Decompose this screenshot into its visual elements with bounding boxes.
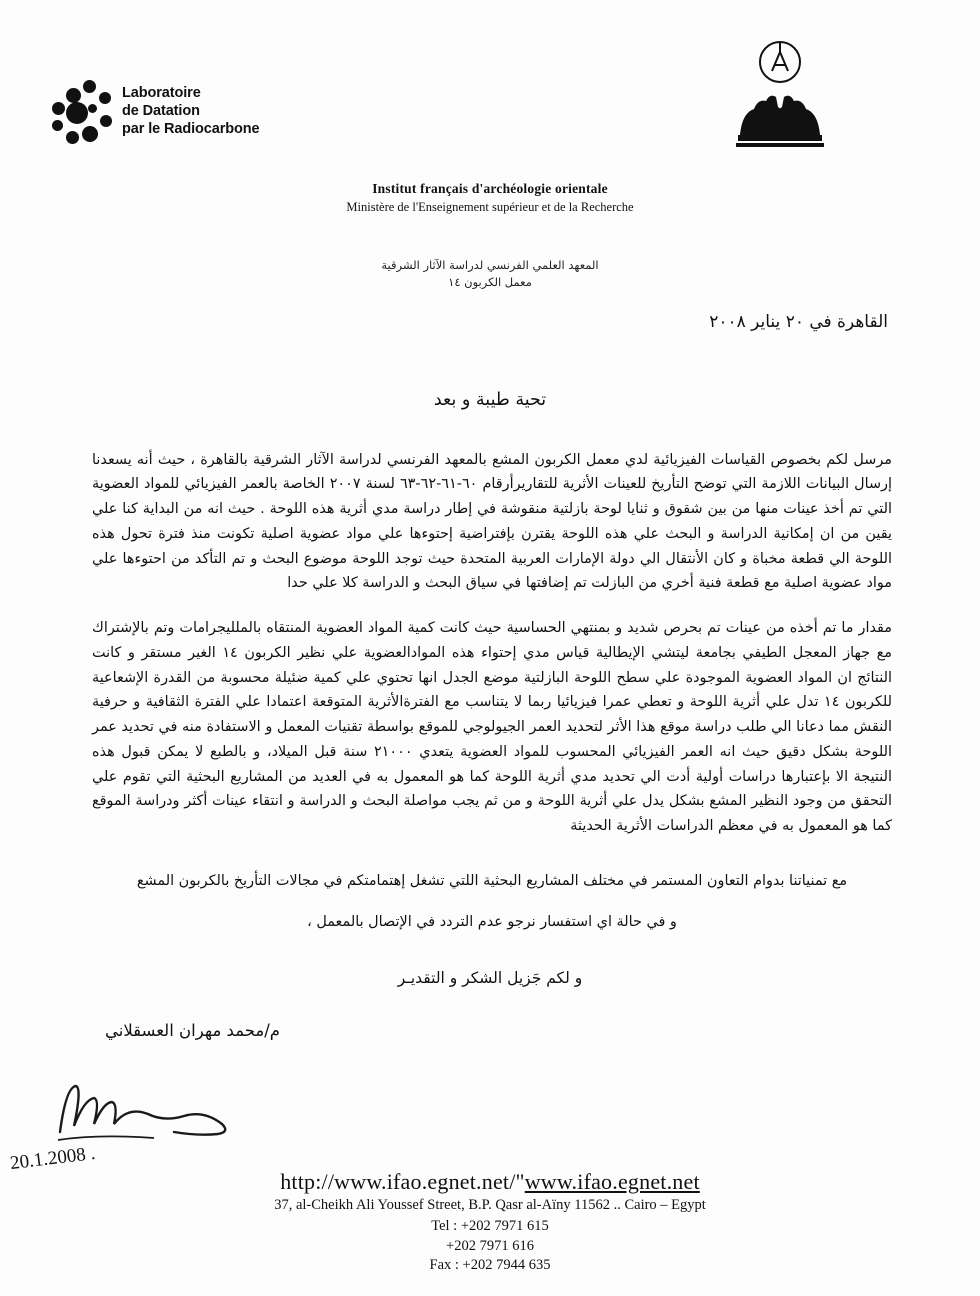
footer-tel-1: Tel : +202 7971 615 <box>431 1218 549 1235</box>
closing-line: و لكم جَزيل الشكر و التقديـر <box>397 968 583 987</box>
signer-name: م/محمد مهران العسقلاني <box>104 1020 280 1040</box>
dot-cluster-icon <box>52 80 114 144</box>
sphinx-crest-icon <box>710 40 850 160</box>
institution-block-ar <box>0 257 980 292</box>
footer-url-plain: http://www.ifao.egnet.net/" <box>280 1169 525 1195</box>
institution-name-fr: Institut français d'archéologie orientale <box>372 181 608 196</box>
letter-header <box>0 0 980 175</box>
footer-website[interactable] <box>0 1169 980 1195</box>
radiocarbon-lab-logo <box>52 80 260 144</box>
ministry-name-fr: Ministère de l'Enseignement supérieur et de la Recherche <box>346 200 634 214</box>
signature-date: 20.1.2008 . <box>8 1142 97 1175</box>
footer-fax: Fax : +202 7944 635 <box>429 1257 551 1274</box>
lab-logo-line-1: Laboratoire <box>122 85 201 102</box>
body-paragraph-3: مع تمنياتنا بدوام التعاون المستمر في مختلف المشاريع البحثية اللتي تشغل إهتمامتكم في مجالات التأريخ بالكربون المشع <box>136 872 848 889</box>
footer-contact <box>0 1217 980 1276</box>
footer-address: 37, al-Cheikh Ali Youssef Street, B.P. Qasr al-Aïny 11562 .. Cairo – Egypt <box>274 1197 706 1214</box>
institution-name-ar: المعهد العلمي الفرنسي لدراسة الآثار الشرقية <box>381 258 599 272</box>
lab-logo-text <box>122 85 260 138</box>
ifao-emblem <box>710 40 850 165</box>
institution-block <box>0 181 980 215</box>
lab-logo-line-3: par le Radiocarbone <box>122 120 260 137</box>
letter-date: القاهرة في ٢٠ يناير ٢٠٠٨ <box>709 311 888 332</box>
letter-footer <box>0 1169 980 1276</box>
footer-tel-2: +202 7971 616 <box>446 1237 534 1254</box>
body-paragraph-2: مقدار ما تم أخذه من عينات تم بحرص شديد و بمنتهي الحساسية حيث كانت كمية المواد العضوية المنتقاه بالملليجرامات وتم بالإشتراك مع جهاز المعجل الطيفي بجامعة ليتشي الإيطالية قياس مدي إحتواء هذه الموادالعضوية علي نظير الكربون ١٤ الغير مستقر و كانت النتائج ان المواد العضوية الموجودة علي سطح اللوحة البازلتية موضع الجدل انها تحتوي علي كمية ضئيلة محسوبة من القدرة الإشعاعية للكربون ١٤ تدل علي أثرية اللوحة و تعطي عمرا فيزيائيا ربما لا يتناسب مع الفترةالأثرية المتوقعة اعتمادا علي الفترة الثقافية و حرفية النقش مما دعانا الي طلب دراسة موقع هذا الأثر لتحديد العمر الجيولوجي للموقع بواسطة تقنيات المعمل و الاستفادة منه في تحديد عمر اللوحة بشكل دقيق حيث انه العمر الفيزيائي المحسوب للمواد العضوية يتعدي ٢١٠٠٠ سنة قبل الميلاد، و بالطبع لا يمكن قبول هذه النتيجة الا بإعتبارها دراسات أولية أدت الي تحديد مدي أثرية اللوحة كما هو المعمول به في العديد من المشاريع البحثية التي تقوم علي التحقق من وجود النظير المشع بشكل يدل علي أثرية اللوحة و من ثم يجب مواصلة البحث و الدراسة و انتقاء عينات أكثر ودراسة الموقع كما هو المعمول به في معظم الدراسات الأثرية الحديثة <box>92 620 892 835</box>
letter-body <box>92 448 892 935</box>
body-paragraph-1: مرسل لكم بخصوص القياسات الفيزيائية لدي معمل الكربون المشع بالمعهد الفرنسي لدراسة الآثار الشرقية بالقاهرة ، حيث أنه يسعدنا إرسال البيانات اللازمة التي توضح التأريخ للعينات الأثرية للتقاريرأرقام ٦٠-٦١-٦٢-٦٣ لسنة ٢٠٠٧ الخاصة بالعمر الفيزيائي للمواد العضوية التي تم أخذ عينات منها من بين شقوق و ثنايا لوحة بازلتية منقوشة في إطار دراسة مدي أثرية هذه اللوحة . حيث انه من البداية كنا علي يقين من ان إمكانية الدراسة و البحث علي هذه اللوحة يقترن بإفتراضية إحتوءها علي مواد عضوية اصلية تكونت منذ فترة تحول هذه اللوحة الي قطعة مخباة و كان الأنتقال الي دولة الإمارات العربية المتحدة حيث توجد اللوحة موضوع البحث و تم التأكد من احتوءها علي مواد عضوية اصلية مع قطعة فنية أخري من البازلت تم إضافتها في سياق البحث و الدراسة كلا علي حدا <box>92 451 892 592</box>
body-paragraph-4: و في حالة اي استفسار نرجو عدم التردد في الإتصال بالمعمل ، <box>307 913 677 930</box>
lab-logo-line-2: de Datation <box>122 103 200 120</box>
footer-url-underlined: www.ifao.egnet.net <box>524 1169 700 1195</box>
lab-name-ar: معمل الكربون ١٤ <box>448 275 532 290</box>
salutation: تحية طيبة و بعد <box>433 389 547 410</box>
